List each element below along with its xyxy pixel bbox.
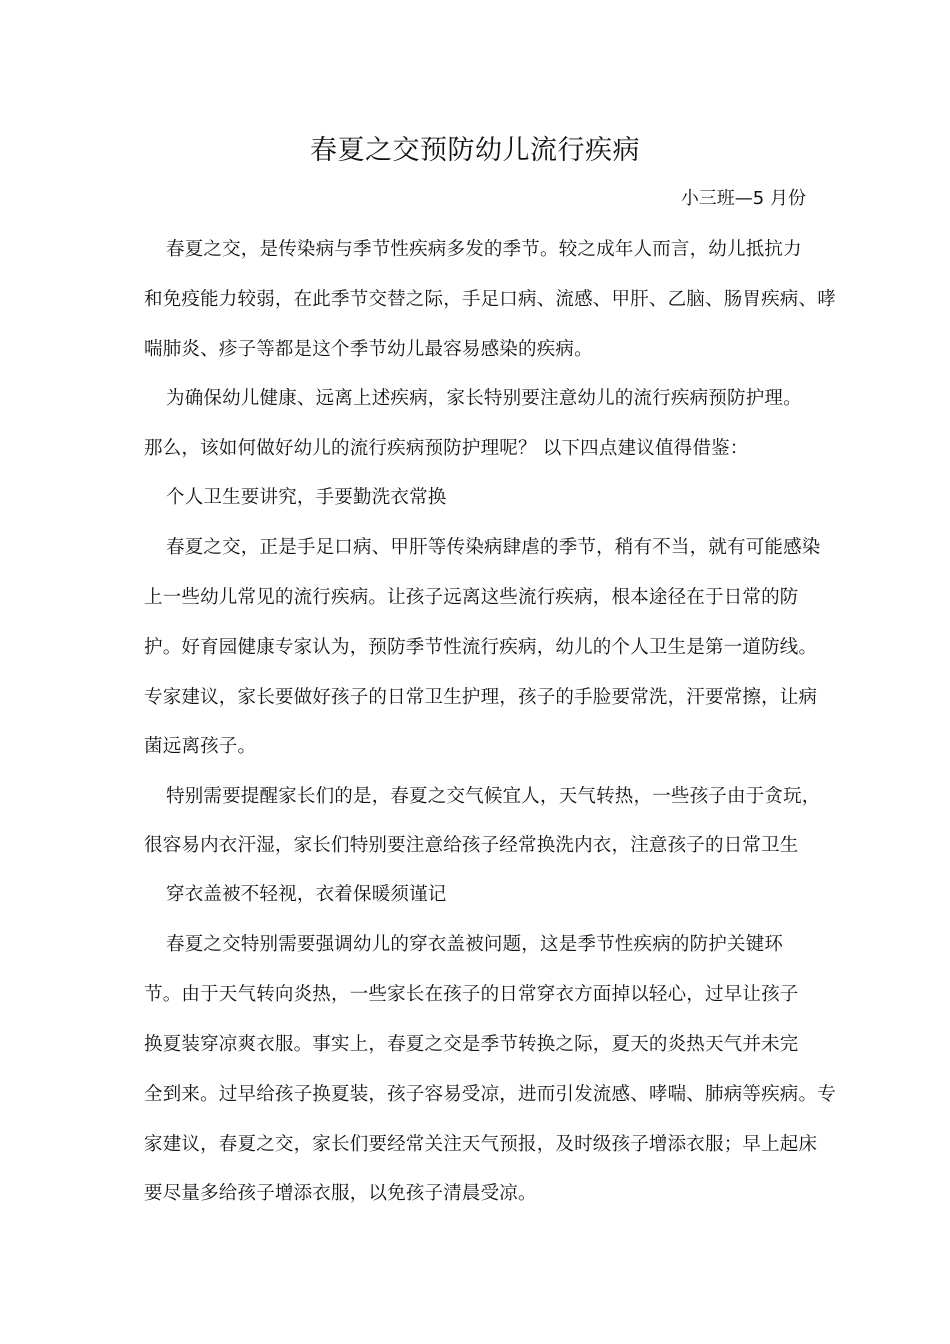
section-heading: 个人卫生要讲究，手要勤洗衣常换 (166, 487, 447, 508)
paragraph-line: 春夏之交，正是手足口病、甲肝等传染病肆虐的季节，稍有不当，就有可能感染 (166, 537, 821, 558)
document-title: 春夏之交预防幼儿流行疾病 (310, 135, 640, 166)
paragraph-line: 全到来。过早给孩子换夏装，孩子容易受凉，进而引发流感、哮喘、肺病等疾病。专 (144, 1084, 836, 1105)
paragraph-line: 菌远离孩子。 (144, 736, 257, 757)
paragraph-line: 那么，该如何做好幼儿的流行疾病预防护理呢？ 以下四点建议值得借鉴： (144, 438, 749, 459)
paragraph-line: 喘肺炎、疹子等都是这个季节幼儿最容易感染的疾病。 (144, 339, 593, 360)
paragraph-line: 专家建议，家长要做好孩子的日常卫生护理，孩子的手脸要常洗，汗要常擦，让病 (144, 687, 818, 708)
paragraph-line: 护。好育园健康专家认为，预防季节性流行疾病，幼儿的个人卫生是第一道防线。 (144, 637, 818, 658)
paragraph-line: 为确保幼儿健康、远离上述疾病，家长特别要注意幼儿的流行疾病预防护理。 (166, 388, 802, 409)
paragraph-line: 很容易内衣汗湿，家长们特别要注意给孩子经常换洗内衣，注意孩子的日常卫生 (144, 835, 799, 856)
paragraph-line: 节。由于天气转向炎热，一些家长在孩子的日常穿衣方面掉以轻心，过早让孩子 (144, 984, 799, 1005)
paragraph-line: 换夏装穿凉爽衣服。事实上，春夏之交是季节转换之际，夏天的炎热天气并未完 (144, 1034, 799, 1055)
paragraph-line: 春夏之交，是传染病与季节性疾病多发的季节。较之成年人而言，幼儿抵抗力 (166, 239, 802, 260)
paragraph-line: 家建议，春夏之交，家长们要经常关注天气预报，及时级孩子增添衣服；早上起床 (144, 1134, 818, 1155)
class-month-label: 小三班—5 月份 (680, 188, 806, 209)
paragraph-line: 要尽量多给孩子增添衣服，以免孩子清晨受凉。 (144, 1183, 537, 1204)
paragraph-line: 春夏之交特别需要强调幼儿的穿衣盖被问题，这是季节性疾病的防护关键环 (166, 934, 784, 955)
section-heading: 穿衣盖被不轻视，衣着保暖须谨记 (166, 884, 447, 905)
paragraph-line: 和免疫能力较弱，在此季节交替之际，手足口病、流感、甲肝、乙脑、肠胃疾病、哮 (144, 289, 836, 310)
paragraph-line: 特别需要提醒家长们的是，春夏之交气候宜人，天气转热，一些孩子由于贪玩， (166, 786, 821, 807)
paragraph-line: 上一些幼儿常见的流行疾病。让孩子远离这些流行疾病，根本途径在于日常的防 (144, 587, 799, 608)
